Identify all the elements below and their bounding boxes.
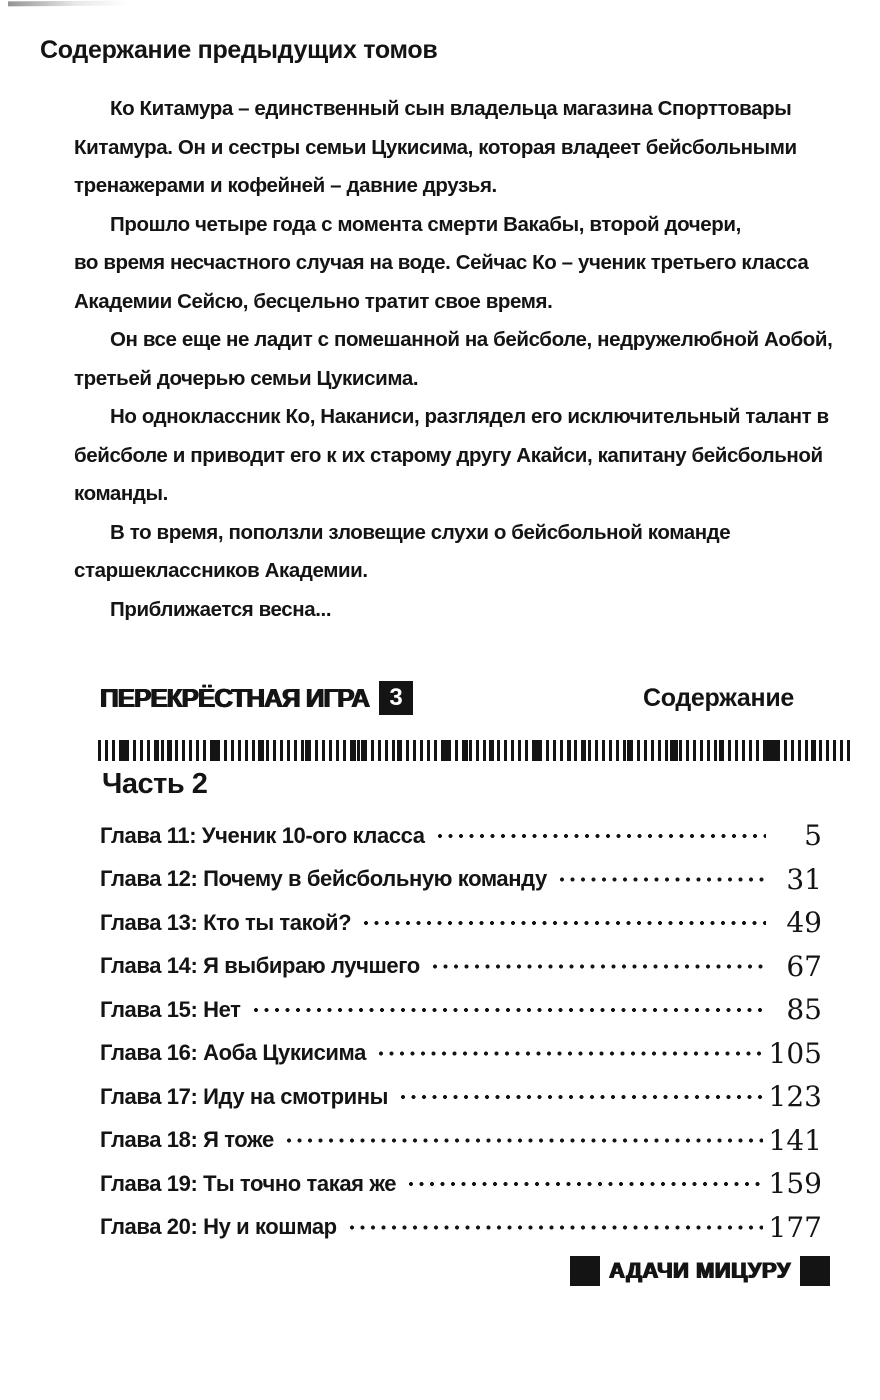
synopsis-line: Академии Сейсю, бесцельно тратит свое время. — [74, 289, 553, 313]
chapter-page-number: 85 — [786, 993, 822, 1027]
synopsis-line: команды. — [74, 482, 168, 505]
synopsis-paragraph — [74, 398, 842, 514]
synopsis-line: Он все еще не ладит с помешанной на бейсболе, недружелюбной Аобой, — [110, 328, 833, 351]
synopsis-line: Ко Китамура – единственный сын владельца магазина Спорттовары — [110, 97, 792, 120]
synopsis-paragraph — [74, 591, 842, 630]
chapter-page-number: 5 — [804, 819, 822, 853]
synopsis-line: Но одноклассник Ко, Наканиси, разглядел его исключительный талант в — [110, 405, 829, 428]
series-title: ПЕРЕКРЁСТНАЯ ИГРА — [100, 682, 370, 713]
author-name: АДАЧИ МИЦУРУ — [609, 1258, 791, 1283]
synopsis-line: третьей дочерью семьи Цукисима. — [74, 366, 419, 390]
synopsis-line: во время несчастного случая на воде. Сейчас Ко – ученик третьего класса — [74, 251, 809, 274]
dot-leader — [398, 1075, 763, 1119]
chapter-list — [100, 814, 822, 1249]
chapter-row — [100, 1075, 822, 1119]
dot-leader — [557, 858, 766, 902]
dot-leader — [361, 901, 766, 945]
chapter-title: Глава 11: Ученик 10-ого класса — [100, 822, 425, 848]
chapter-row — [100, 814, 822, 858]
toc-header — [100, 676, 794, 720]
chapter-page-number: 49 — [786, 906, 822, 940]
chapter-row — [100, 901, 822, 945]
dot-leader — [430, 945, 766, 989]
chapter-row — [100, 988, 822, 1032]
chapter-row — [100, 1119, 822, 1163]
chapter-title: Глава 18: Я тоже — [100, 1127, 274, 1153]
dot-leader — [284, 1119, 763, 1163]
dot-leader — [406, 1162, 762, 1206]
chapter-title: Глава 12: Почему в бейсбольную команду — [100, 866, 547, 892]
part-label: Часть 2 — [102, 768, 208, 800]
chapter-row — [100, 1206, 822, 1250]
contents-label: Содержание — [642, 683, 794, 712]
chapter-title: Глава 16: Аоба Цукисима — [100, 1040, 366, 1066]
chapter-title: Глава 14: Я выбираю лучшего — [100, 953, 420, 979]
chapter-title: Глава 13: Кто ты такой? — [100, 909, 352, 935]
synopsis-line: В то время, поползли зловещие слухи о бейсбольной команде — [110, 520, 731, 544]
author-credit — [570, 1256, 830, 1286]
black-square-icon — [570, 1256, 600, 1286]
synopsis-line: Китамура. Он и сестры семьи Цукисима, которая владеет бейсбольными — [74, 135, 797, 159]
synopsis-line: бейсболе и приводит его к их старому другу Акайси, капитану бейсбольной — [74, 443, 823, 467]
chapter-page-number: 105 — [768, 1036, 822, 1070]
dot-leader — [435, 814, 766, 858]
synopsis-text — [74, 90, 842, 629]
scan-artifact — [8, 1, 128, 7]
chapter-row — [100, 1032, 822, 1076]
chapter-title: Глава 20: Ну и кошмар — [100, 1214, 337, 1240]
volume-number-badge: 3 — [379, 681, 413, 715]
chapter-row — [100, 1162, 822, 1206]
synopsis-paragraph — [74, 321, 842, 398]
dot-leader — [251, 988, 767, 1032]
chapter-page-number: 159 — [768, 1167, 822, 1201]
synopsis-line: Прошло четыре года с момента смерти Вакабы, второй дочери, — [110, 212, 741, 236]
black-square-icon — [800, 1256, 830, 1286]
chapter-title: Глава 17: Иду на смотрины — [100, 1083, 389, 1109]
previous-volumes-heading: Содержание предыдущих томов — [40, 36, 438, 64]
chapter-page-number: 31 — [786, 862, 822, 896]
barcode-divider — [98, 740, 852, 761]
synopsis-paragraph — [74, 90, 842, 206]
synopsis-paragraph — [74, 206, 842, 322]
chapter-row — [100, 858, 822, 902]
chapter-title: Глава 19: Ты точно такая же — [100, 1170, 397, 1196]
dot-leader — [376, 1032, 763, 1076]
synopsis-line: тренажерами и кофейней – давние друзья. — [74, 174, 497, 197]
chapter-row — [100, 945, 822, 989]
synopsis-paragraph — [74, 514, 842, 591]
synopsis-line: Приближается весна... — [110, 597, 332, 621]
chapter-page-number: 177 — [768, 1210, 822, 1244]
chapter-page-number: 123 — [768, 1080, 822, 1114]
chapter-page-number: 141 — [768, 1123, 822, 1157]
dot-leader — [347, 1206, 763, 1250]
synopsis-line: старшеклассников Академии. — [74, 559, 368, 582]
series-title-group — [100, 681, 413, 715]
chapter-page-number: 67 — [786, 949, 822, 983]
chapter-title: Глава 15: Нет — [100, 996, 241, 1022]
